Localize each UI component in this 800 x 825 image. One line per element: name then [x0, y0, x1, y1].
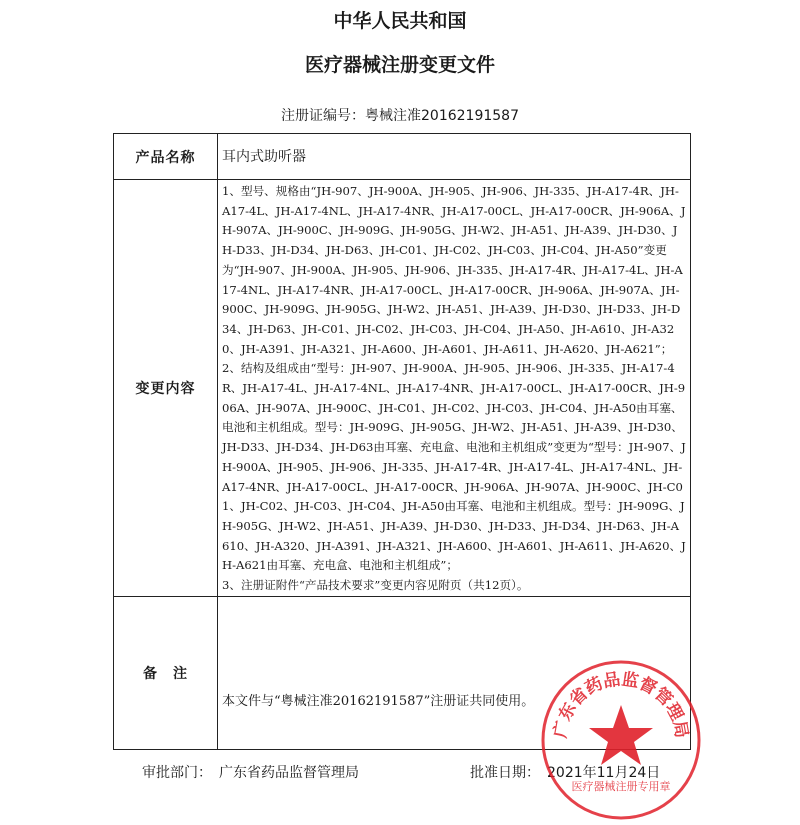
product-name-label: 产品名称 — [114, 134, 218, 180]
approval-department: 审批部门： 广东省药品监督管理局 — [142, 765, 359, 781]
change-content-label: 变更内容 — [114, 180, 218, 597]
remark-value: 本文件与“粤械注准20162191587”注册证共同使用。 — [218, 596, 691, 749]
change-item-1: 1、型号、规格由“JH-907、JH-900A、JH-905、JH-906、JH-335、JH-A17-4R、JH-A17-4L、JH-A17-4NL、JH-A17-4NR、JH-A17-00CL、JH-A17-00CR、JH-906A、JH-907A、JH-900C、JH-909G、JH-905G、JH-W2、JH-A51、JH-A39、JH-D30、JH-D33、JH-D34、JH-D63、JH-C01、JH-C02、JH-C03、JH-C04、JH-A50”变更为“JH-907、JH-900A、JH-905、JH-906、JH-335、JH-A17-4R、JH-A17-4L、JH-A17-4NL、JH-A17-4NR、JH-A17-00CL、JH-A17-00CR、JH-906A、JH-907A、JH-900C、JH-909G、JH-905G、JH-W2、JH-A51、JH-A39、JH-D30、JH-D33、JH-D34、JH-D63、JH-C01、JH-C02、JH-C03、JH-C04、JH-A50、JH-A610、JH-A320、JH-A391、JH-A321、JH-A600、JH-A601、JH-A611、JH-A620、JH-A621”； — [222, 184, 686, 356]
document-title-country: 中华人民共和国 — [333, 10, 467, 32]
change-content-value — [218, 180, 691, 597]
approval-date: 批准日期： 2021年11月24日 — [470, 765, 661, 781]
change-content-row — [114, 180, 691, 597]
change-item-3: 3、注册证附件“产品技术要求”变更内容见附页（共12页）。 — [222, 578, 529, 593]
seal-star-icon — [589, 705, 653, 765]
seal-text: 广东省药品监督管理局 — [550, 669, 692, 740]
seal-subtext: 医疗器械注册专用章 — [571, 780, 671, 793]
registration-number: 注册证编号：粤械注准20162191587 — [281, 108, 519, 124]
remark-label: 备 注 — [114, 596, 218, 749]
product-name-row — [114, 134, 691, 180]
document-title: 医疗器械注册变更文件 — [304, 54, 495, 76]
product-name-value: 耳内式助听器 — [218, 134, 691, 180]
change-item-2: 2、结构及组成由“型号：JH-907、JH-900A、JH-905、JH-906、JH-335、JH-A17-4R、JH-A17-4L、JH-A17-4NL、JH-A17-4NR、JH-A17-00CL、JH-A17-00CR、JH-906A、JH-907A、JH-900C、JH-C01、JH-C02、JH-C03、JH-C04、JH-A50由耳塞、电池和主机组成。型号：JH-909G、JH-905G、JH-W2、JH-A51、JH-A39、JH-D30、JH-D33、JH-D34、JH-D63由耳塞、充电盒、电池和主机组成”变更为“型号：JH-907、JH-900A、JH-905、JH-906、JH-335、JH-A17-4R、JH-A17-4L、JH-A17-4NL、JH-A17-4NR、JH-A17-00CL、JH-A17-00CR、JH-906A、JH-907A、JH-900C、JH-C01、JH-C02、JH-C03、JH-C04、JH-A50由耳塞、电池和主机组成。型号：JH-909G、JH-905G、JH-W2、JH-A51、JH-A39、JH-D30、JH-D33、JH-D34、JH-D63、JH-A610、JH-A320、JH-A391、JH-A321、JH-A600、JH-A601、JH-A611、JH-A620、JH-A621由耳塞、充电盒、电池和主机组成”； — [222, 361, 686, 573]
